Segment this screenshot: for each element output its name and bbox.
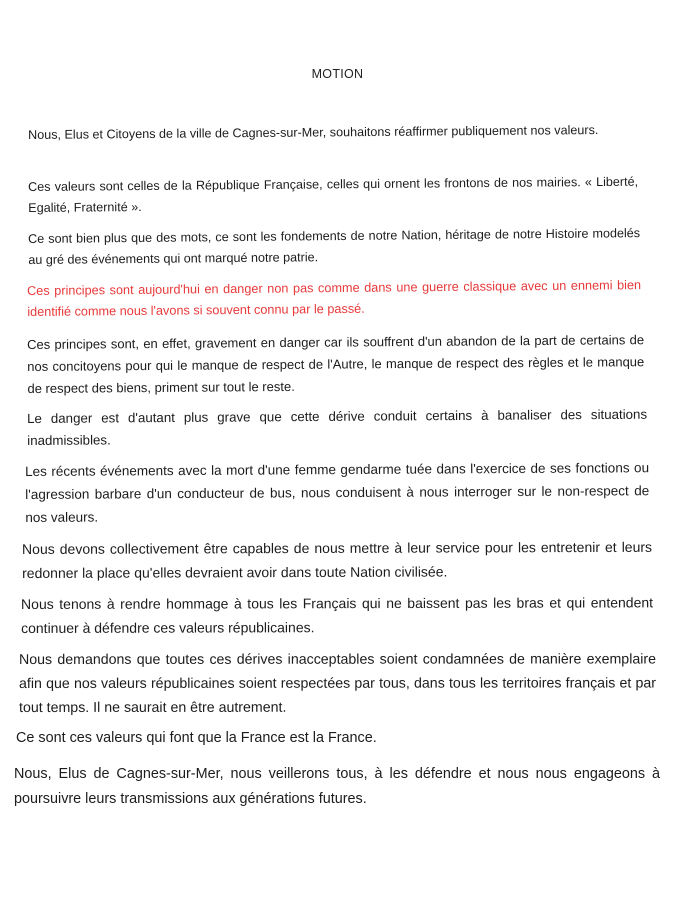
paragraph: Ces principes sont, en effet, gravement en danger car ils souffrent d'un abandon de la part de certains de nos concitoyens pour qui le manque de respect de l'Autre, le manque de respect des règles et le manque de respect des biens, priment sur tout le reste. [27, 332, 645, 396]
paragraph: Ce sont ces valeurs qui font que la France est la France. [16, 730, 377, 746]
paragraph: Ces valeurs sont celles de la République Française, celles qui ornent les frontons de nos mairies. « Liberté, Egalité, Fraternité ». [28, 174, 639, 215]
closing-paragraph: Nous, Elus de Cagnes-sur-Mer, nous veillerons tous, à les défendre et nous nous engageons à poursuivre leurs transmissions aux générations futures. [14, 766, 660, 807]
paragraph: Ce sont bien plus que des mots, ce sont les fondements de notre Nation, héritage de notre Histoire modelés au gré des événements qui ont marqué notre patrie. [28, 226, 641, 267]
document-title: MOTION [311, 67, 364, 81]
paragraph: Nous demandons que toutes ces dérives inacceptables soient condamnées de manière exemplaire afin que nos valeurs républicaines soient respectées par tous, dans tous les territoires français et par tout temps. Il ne saurait en être autrement. [19, 651, 657, 716]
highlighted-paragraph: Ces principes sont aujourd'hui en danger non pas comme dans une guerre classique avec un ennemi bien identifié comme nous l'avons si souvent connu par le passé. [27, 278, 642, 319]
paragraph: Le danger est d'autant plus grave que cette dérive conduit certains à banaliser des situations inadmissibles. [27, 406, 648, 448]
paragraph: Nous tenons à rendre hommage à tous les Français qui ne baissent pas les bras et qui entendent continuer à défendre ces valeurs républicaines. [21, 594, 654, 636]
paragraph: Nous devons collectivement être capables de nous mettre à leur service pour les entretenir et leurs redonner la place qu'elles devraient avoir dans toute Nation civilisée. [22, 538, 653, 581]
paragraph: Nous, Elus et Citoyens de la ville de Cagnes-sur-Mer, souhaitons réaffirmer publiquement nos valeurs. [28, 123, 599, 142]
paragraph: Les récents événements avec la mort d'une femme gendarme tuée dans l'exercice de ses fonctions ou l'agression barbare d'un conducteur de bus, nous conduisent à nous interroger sur le non-respect de nos valeurs. [25, 460, 650, 525]
